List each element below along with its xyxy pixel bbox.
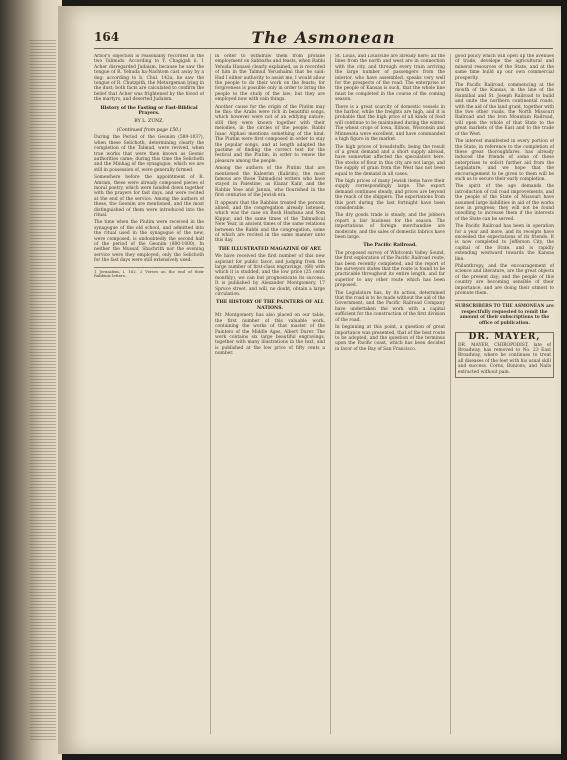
article-heading: THE HISTORY OF THE PAINTERS OF ALL NATIONS. bbox=[216, 300, 324, 311]
page-header bbox=[94, 30, 553, 49]
column-1 bbox=[94, 54, 204, 734]
paragraph: good policy which will open up the avenues of trade, develope the agricultural and mineral resources of the State, and at the same time build up our own commercial prosperity. bbox=[455, 54, 554, 81]
paragraph: The spirit of the age demands the introduction of rail road improvements, and the people of the State of Missouri have assumed large liabilities in aid of the works now in progress; they will not be found unwilling to increase them if the interests of the State can be served. bbox=[455, 184, 554, 222]
paragraph: We have received the first number of this new aspirant for public favor, and judging from the large number of first-class engravings, (68) with which it is studded, and the low price (25 cents monthly), we can but prognosticate its success. It is published by Alexander Montgomery, 17 Spruce street, and will, no doubt, obtain a large circulation. bbox=[215, 254, 325, 298]
paragraph: The interest manifested in every portion of the State, in reference to the completion of these great thoroughfares, has already induced the friends of some of these enterprises to solicit further aid from the Legislature, and we hope that the encouragement to be given to them will be such as to secure their early completion. bbox=[455, 139, 554, 182]
column-2 bbox=[210, 54, 325, 734]
newspaper-page bbox=[58, 6, 561, 754]
paragraph: The time when the Piutim were received in the synagogue of the old school, and admitted into the ritual used in the synagogue of the new, were composed, is undoubtedly the second half of the period of the Geonim (800-1000). In neither the Mussaf, Shachrith nor the evening service were they employed; only the Selichoth for the fast days were still extensively used. bbox=[94, 220, 204, 264]
paragraph: The Legislature has, by its action, determined that the road is to be made without the aid of the Government, and the Pacific Railroad Company have undertaken the work with a capital sufficient for the construction of the first division of the road. bbox=[335, 290, 445, 323]
paragraph: The proposed survey of Whitcomb Valley Sound, the first exploration of the Pacific Railroad route, has been recently completed, and the report of the surveyors states that the route is found to be practicable throughout its entire length, and far superior to any other route which has been proposed. bbox=[335, 250, 445, 289]
paragraph: Somewhere before the appointment of R. Amram, these were already composed pieces of moral poetry, which were handed down together with the prayers for fast days, and were recited at the end of the service. Among the authors of these, the Geonim are mentioned, and the most distinguished of them were introduced into the ritual. bbox=[94, 175, 204, 218]
paragraph: It appears that the Rabbins treated the persons alined, and the congregation already listened, which was the case on Rosh Hashana and Yom Kippur, and the same times of the Talmudical New Year, in ancient times of the same relations between the Rabbi and the congregation, some of which are recited in the same manner unto this day. bbox=[215, 200, 325, 244]
column-4 bbox=[450, 54, 554, 734]
advertisement-text: DR. MAYER, CHIROPODIST, late of Broadway, has removed to No. 23 East Broadway, where he continues to treat all diseases of the feet with his usual skill and success. Corns, Bunions, and Nails extracted without pain. bbox=[458, 342, 551, 375]
continued-note: (Continued from page 150.) bbox=[116, 127, 182, 133]
paragraph: The high prices of breadstuffs, being the result of a great demand and a short supply abroad, have somewhat affected the speculators here. The stocks of flour in this city are not large, and the supply of grain from the West has not been equal to the demand in all cases. bbox=[335, 144, 445, 177]
paragraph: St. Louis, and Louisville are already here; all the lines from the north and west are in connection with the city, and through every train arriving the large number of passengers from the interior, who have assembled, speaks very well for the prospects of the road. The enterprise of the people of Kansas is such, that the whole line must be completed in the course of the coming season. bbox=[335, 54, 445, 103]
article-heading: History of the Fasting or Fast-Biblical Prayers. bbox=[100, 105, 198, 117]
article-heading: THE ILLUSTRATED MAGAZINE OF ART. bbox=[218, 246, 322, 252]
paragraph: in order to withdraw them from profane employment on Sabbaths and feasts, when Rabbi Yehuda Hanassi clearly explained, as is recorded of him in the Talmud Yerushalmi that he said: Had I either authority to assist me, I would allow the people to do their work on the feasts; for forgiveness is possible only in order to bring the people to the study of the law; but they are employed now with vain things. bbox=[215, 54, 325, 103]
paragraph: There is a great scarcity of domestic vessels in the harbor, while the freights are high, and it is probable that the high price of all kinds of food will continue to be maintained during the winter. The wheat crops of Iowa, Illinois, Wisconsin and Minnesota were excellent, and have commanded a high figure in the market. bbox=[335, 104, 445, 143]
page-number: 164 bbox=[94, 30, 120, 44]
book-spine bbox=[0, 0, 62, 760]
paragraph: Another cause for the origin of the Piutim may be this: the Arabs were rich in beautiful songs, which however were not of an edifying nature; still they were known together with their melodies, in the circles of the people. Rabbi Isaac Alphasi mentions something of the kind. The Piutim were first composed in order to stay the popular songs, and at length adapted the pastime of finding the correct text for the festival and the Piutim, in order to renew the pleasure among the people. bbox=[215, 104, 325, 164]
subscriber-notice: SUBSCRIBERS TO THE ASMONEAN are respectfully requested to remit the amount of their subscriptions to the office of publication. bbox=[455, 300, 554, 326]
paragraph: Arbor's objection is reasonably recorded in the two Talmuds. According to Y. Chagigah ii. 1 Acher disregarded Judaism, because he saw the tongue of R. Yehuda ha-Nachtom cast away by a dog; according to b. Chul. 142a, he saw the tongue of R. Chutzpith, the Meturgeman lying in the dust; both facts are calculated to confirm the belief that Acher was frightened by the blood of the martyrs, and deserted Judaism. bbox=[94, 54, 204, 103]
article-byline: BY L. ZUNZ. bbox=[134, 119, 164, 125]
advertisement-title: DR. MAYER, bbox=[468, 332, 541, 343]
masthead: The Asmonean bbox=[251, 28, 396, 47]
paragraph: Philanthropy, and the encouragement of science and literature, are the great objects of the present day; and the people of this country are becoming sensible of their importance, and are doing their utmost to promote them. bbox=[455, 264, 554, 297]
paragraph: The Pacific Railroad, commencing at the mouth of the Kansas, in the line of the Hannibal and St. Joseph Railroad to build and unite the northern continental roads, with the aid of the land grant, together with the two other roads, the North Missouri Railroad and the Iron Mountain Railroad, will open the whole of that State to the great markets of the East and to the trade of the West. bbox=[455, 83, 554, 137]
paragraph: During the Period of the Geonim (589-1037), when these Selichoth, determining clearly the completion of the Talmud, were revived, when true works that were then known as Geonic authorities came; during this time the Selichoth and the Minhag of the synagogue, which we are still in possession of, were generally formed. bbox=[94, 135, 204, 173]
article-columns bbox=[94, 54, 553, 734]
paragraph: The dry goods trade is steady, and the jobbers report a fair business for the season. The importations of foreign merchandise are moderate, and the sales of domestic fabrics have been large. bbox=[335, 213, 445, 240]
paragraph: The high prices of many Jewish items have their supply correspondingly large. The export demand continues steady, and prices are beyond the reach of the shippers. The exportations from this port during the last fortnight have been considerable. bbox=[335, 178, 445, 211]
footnotes: 1 Jerusalem, i. 162. 2 Verses on the end of their Rabbinic letters. bbox=[94, 268, 204, 279]
paragraph: In beginning at this point, a question of great importance was presented, that of the best route to be adopted, and the question of the terminus upon the Pacific coast, which has been decided in favor of the Bay of San Francisco. bbox=[335, 325, 445, 352]
paragraph: The Pacific Railroad has been in operation for a year and more, and its receipts have exceeded the expectations of its friends. It is now completed to Jefferson City, the capital of the State, and is rapidly extending westward towards the Kansas line. bbox=[455, 224, 554, 262]
column-3 bbox=[330, 54, 445, 734]
page-edges bbox=[30, 40, 56, 740]
paragraph: Among the authors of the Piutim that are mentioned the Kaleerim (Kalirim), the most famous are those Talmudical writers who have stayed in Palestine, as Elazar Kalir, and the Rabbis Yose and Jannai, who flourished in the first centuries of the Jewish era. bbox=[215, 166, 325, 199]
advertisement bbox=[455, 332, 554, 378]
paragraph: Mr. Montgomery has also placed on our table, the first number of this valuable work, containing the works of that master of the Painters of the Middle Ages, Albert Durer. The work contains six large beautiful engravings, together with many illustrations in the text, and is published at the low price of fifty cents a number. bbox=[215, 313, 325, 357]
article-heading: The Pacific Railroad. bbox=[363, 243, 417, 249]
